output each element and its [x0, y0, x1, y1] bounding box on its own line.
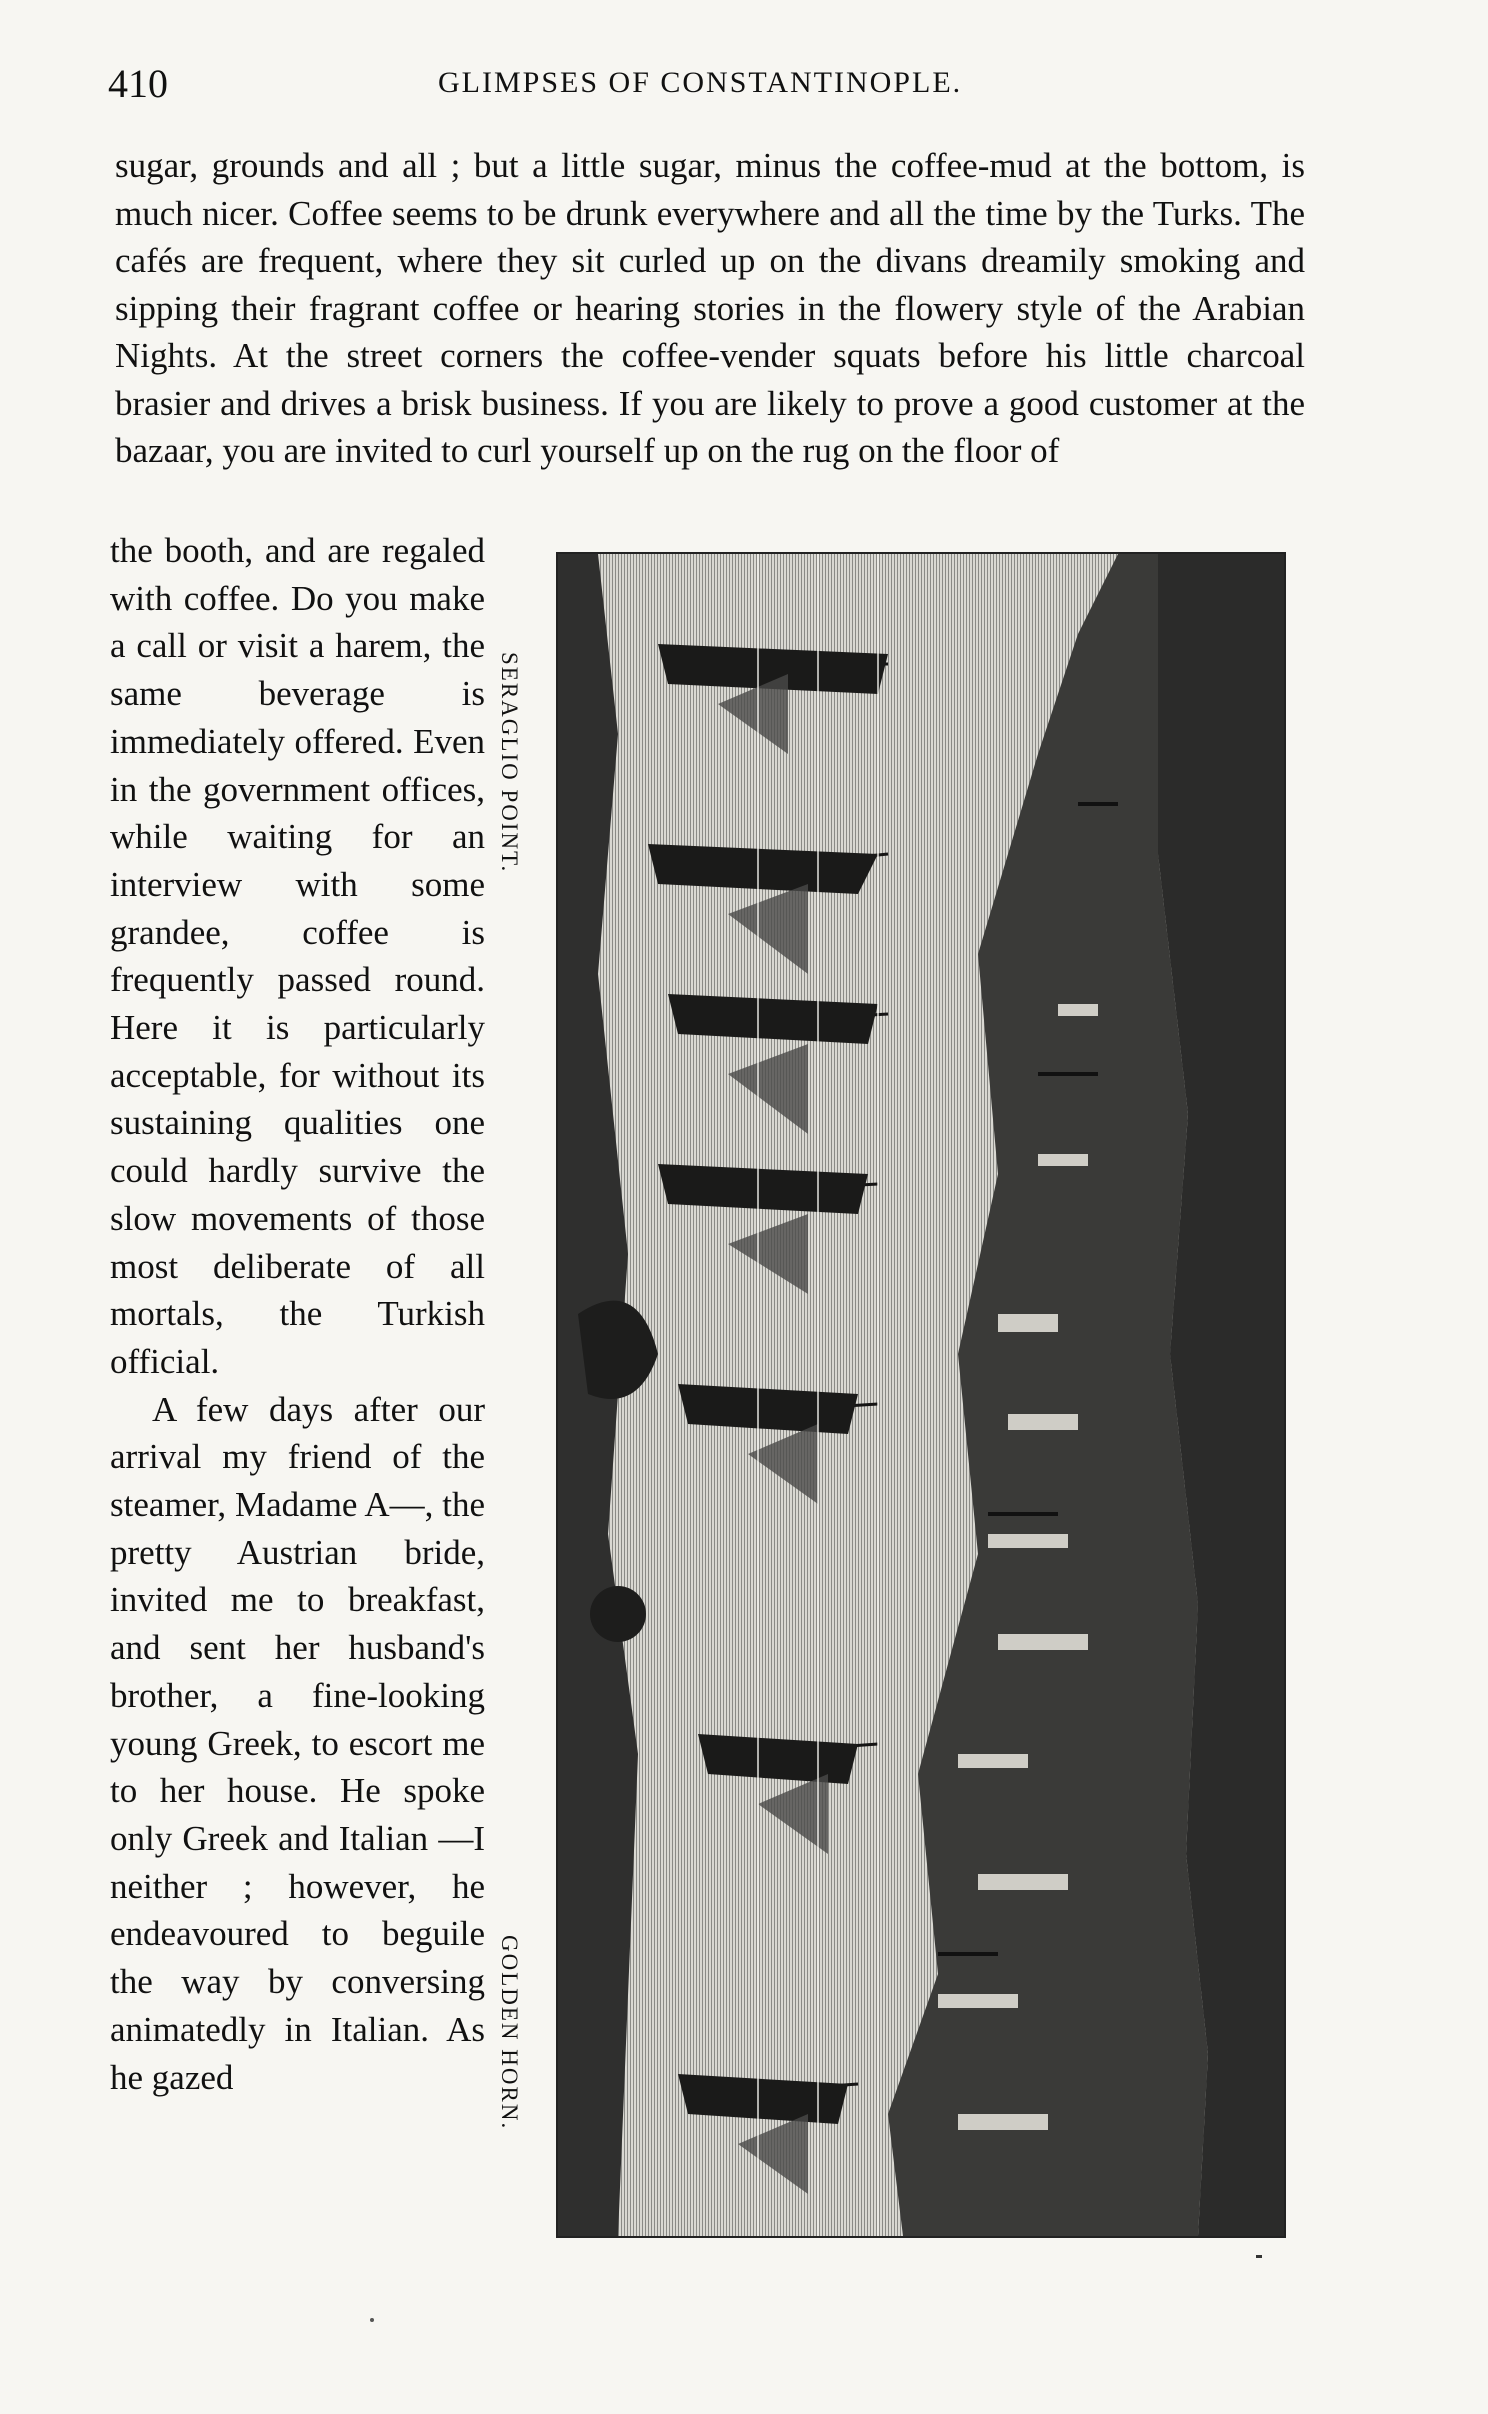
running-title: GLIMPSES OF CONSTANTINOPLE. — [438, 66, 963, 99]
column-paragraph-1: the booth, and are regaled with coffee. Do you make a call or visit a harem, the same beverage is immediately offered. Even in the government offices, while waiting for an interview with some grandee, coffee is frequently passed round. Here it is particularly acceptable, for without its sustaining qualities one could hardly survive the slow movements of those most deliberate of all mortals, the Turkish official. — [110, 531, 485, 1381]
column-paragraph-2: A few days after our arrival my friend of the steamer, Madame A—, the pretty Austrian bride, invited me to breakfast, and sent her husband's brother, a fine-looking young Greek, to escort me to her house. He spoke only Greek and Italian —I neither ; however, he endeavoured to beguile the way by conversing animatedly in Italian. As he gazed — [110, 1389, 485, 2097]
top-paragraph: sugar, grounds and all ; but a little sugar, minus the coffee-mud at the bottom, is much nicer. Coffee seems to be drunk everywhere and all the time by the Turks. The cafés are frequent, where they sit curled up on the divans dreamily smoking and sipping their fragrant coffee or hearing stories in the flowery style of the Arabian Nights. At the street corners the coffee-vender squats before his little charcoal brasier and drives a brisk business. If you are likely to prove a good customer at the bazaar, you are invited to curl yourself up on the rug on the floor of — [115, 146, 1305, 470]
running-header — [108, 60, 1308, 110]
engraving-art — [558, 554, 1284, 2236]
print-speck — [1256, 2255, 1262, 2258]
caption-seraglio-point: SERAGLIO POINT. — [497, 652, 522, 874]
caption-golden-horn: GOLDEN HORN. — [497, 1935, 522, 2131]
column-text — [110, 527, 485, 2101]
print-speck — [370, 2318, 374, 2322]
full-width-text — [115, 142, 1305, 475]
page-number: 410 — [108, 61, 168, 106]
harbour-engraving — [556, 552, 1286, 2238]
